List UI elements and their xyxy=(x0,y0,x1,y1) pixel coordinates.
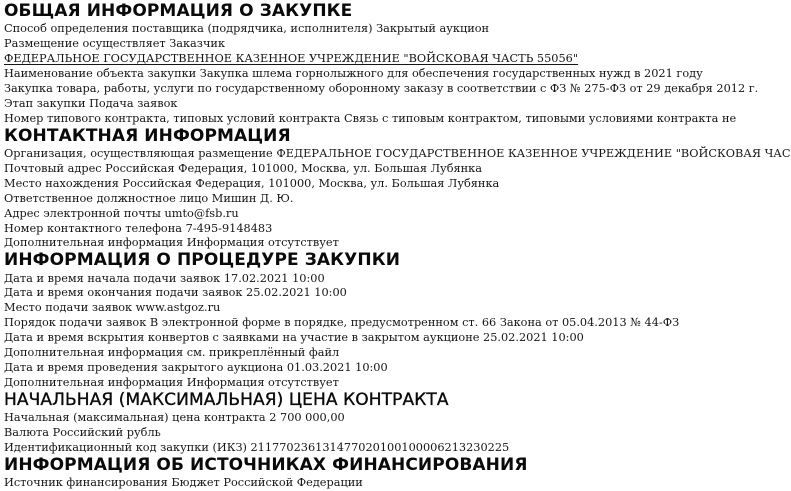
section-title-price: НАЧАЛЬНАЯ (МАКСИМАЛЬНАЯ) ЦЕНА КОНТРАКТА xyxy=(4,390,449,410)
application-end: Дата и время окончания подачи заявок 25.02.2021 10:00 xyxy=(4,286,347,300)
funding-source: Источник финансирования Бюджет Российской Федерации xyxy=(4,476,363,490)
placement-by: Размещение осуществляет Заказчик xyxy=(4,37,226,51)
procurement-id-code: Идентификационный код закупки (ИКЗ) 211770236131477020100100006213230225 xyxy=(4,441,510,454)
procedure-additional-file: Дополнительная информация см. прикреплённый файл xyxy=(4,346,340,360)
section-title-funding: ИНФОРМАЦИЯ ОБ ИСТОЧНИКАХ ФИНАНСИРОВАНИЯ xyxy=(4,454,528,475)
responsible-person: Ответственное должностное лицо Мишин Д. Ю. xyxy=(4,191,294,205)
contact-phone: Номер контактного телефона 7-495-9148483 xyxy=(4,221,273,235)
procurement-stage: Этап закупки Подача заявок xyxy=(4,96,178,110)
postal-address: Почтовый адрес Российская Федерация, 101000, Москва, ул. Большая Лубянка xyxy=(4,161,482,175)
procedure-additional-info: Дополнительная информация Информация отсутствует xyxy=(4,376,339,390)
application-order: Порядок подачи заявок В электронной форме в порядке, предусмотренном ст. 66 Закона от 05.04.2013 № 44-ФЗ xyxy=(4,316,680,330)
section-title-general: ОБЩАЯ ИНФОРМАЦИЯ О ЗАКУПКЕ xyxy=(4,1,353,21)
defense-order-note: Закупка товара, работы, услуги по государственному оборонному заказу в соответствии с ФЗ № 275-ФЗ от 29 декабря 2012 г. xyxy=(4,81,759,95)
contact-email: Адрес электронной почты umto@fsb.ru xyxy=(4,206,239,220)
location-address: Место нахождения Российская Федерация, 101000, Москва, ул. Большая Лубянка xyxy=(4,176,500,190)
customer-link[interactable]: ФЕДЕРАЛЬНОЕ ГОСУДАРСТВЕННОЕ КАЗЕННОЕ УЧРЕЖДЕНИЕ "ВОЙСКОВАЯ ЧАСТЬ 55056" xyxy=(4,52,579,65)
initial-price: Начальная (максимальная) цена контракта 2 700 000,00 xyxy=(4,411,345,425)
placing-organization: Организация, осуществляющая размещение ФЕДЕРАЛЬНОЕ ГОСУДАРСТВЕННОЕ КАЗЕННОЕ УЧРЕЖДЕНИЕ "ВОЙСКОВАЯ ЧАС xyxy=(4,146,791,160)
section-title-contact: КОНТАКТНАЯ ИНФОРМАЦИЯ xyxy=(4,125,291,146)
procurement-object: Наименование объекта закупки Закупка шлема горнолыжного для обеспечения государственных нужд в 2021 году xyxy=(4,66,703,80)
typical-contract-number: Номер типового контракта, типовых условий контракта Связь с типовым контрактом, типовыми условиями контракта не xyxy=(4,111,737,125)
application-start: Дата и время начала подачи заявок 17.02.2021 10:00 xyxy=(4,271,325,285)
application-place: Место подачи заявок www.astgoz.ru xyxy=(4,301,221,315)
auction-date: Дата и время проведения закрытого аукциона 01.03.2021 10:00 xyxy=(4,361,388,375)
section-title-procedure: ИНФОРМАЦИЯ О ПРОЦЕДУРЕ ЗАКУПКИ xyxy=(4,250,401,271)
envelope-opening: Дата и время вскрытия конвертов с заявками на участие в закрытом аукционе 25.02.2021 10:00 xyxy=(4,331,584,345)
procurement-method: Способ определения поставщика (подрядчика, исполнителя) Закрытый аукцион xyxy=(4,22,490,36)
procurement-document xyxy=(4,0,791,491)
contact-additional-info: Дополнительная информация Информация отсутствует xyxy=(4,236,339,250)
currency: Валюта Российский рубль xyxy=(4,426,161,440)
